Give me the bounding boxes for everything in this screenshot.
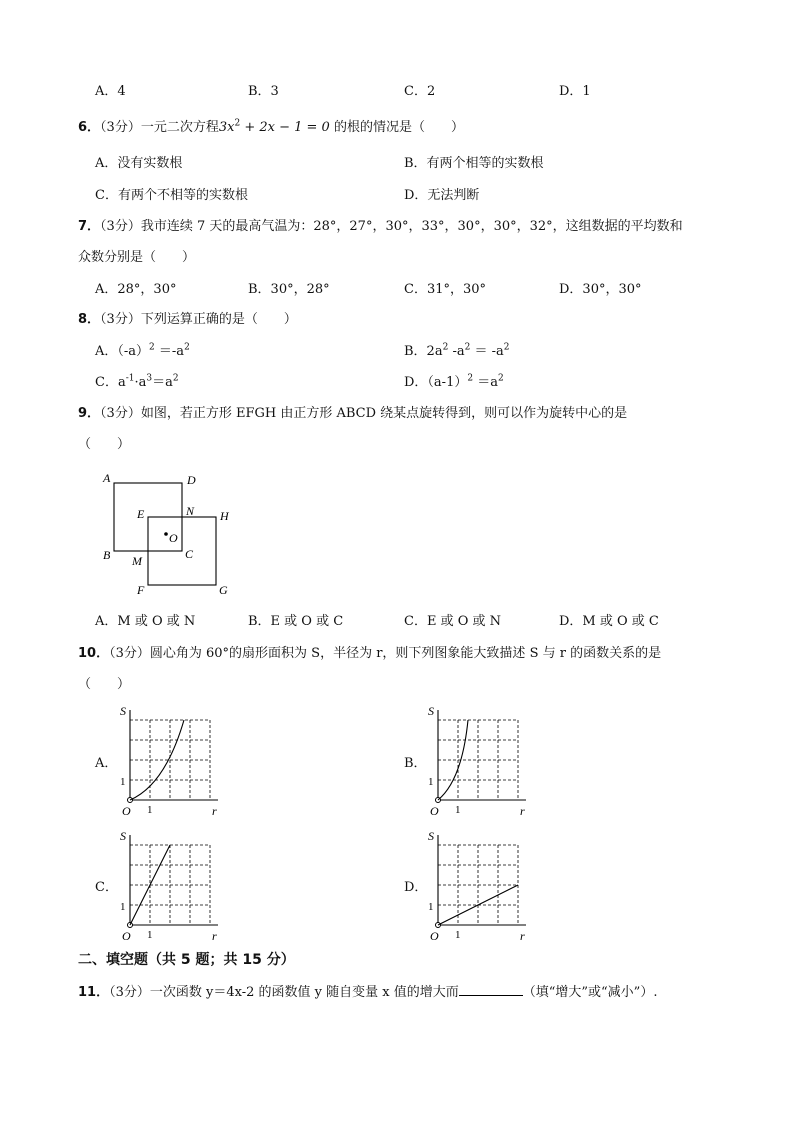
q8-text: 下列运算正确的是（ ）	[140, 312, 297, 327]
graph-d-x-label: r	[520, 929, 525, 942]
q6-text-pre: 一元二次方程	[140, 120, 219, 135]
label-g: G	[219, 583, 228, 597]
graph-a-x-label: r	[212, 804, 217, 817]
q8-b-sup3: 2	[503, 342, 510, 353]
q10-number: 10．	[78, 646, 110, 661]
q8-b-sup1: 2	[442, 342, 449, 353]
q8-c-part1: C．a	[95, 375, 126, 390]
q8-option-c	[95, 375, 179, 391]
label-d: D	[187, 473, 196, 487]
center-point-o	[164, 532, 168, 536]
graph-d-tick-x1: 1	[455, 929, 461, 941]
q11-answer-blank[interactable]	[459, 983, 523, 996]
q8-c-sup2: 3	[146, 373, 153, 384]
q6-equation-a: 3x	[218, 120, 235, 135]
q11-text-post: （填“增大”或“减小”）.	[522, 985, 658, 1000]
q11-number: 11．	[78, 985, 110, 1000]
q10-graph-label-d: D．	[404, 880, 428, 895]
q8-option-a	[95, 344, 190, 360]
q8-c-part2: ·a	[134, 375, 147, 390]
q6-stem	[78, 120, 464, 136]
q8-c-sup3: 2	[172, 373, 179, 384]
q6-option-d: D．无法判断	[404, 188, 480, 203]
q6-equation-exp: 2	[234, 118, 241, 129]
q7-stem-line2: 众数分别是（ ）	[78, 250, 196, 265]
q6-option-b: B．有两个相等的实数根	[404, 156, 544, 171]
q9-squares-figure	[95, 468, 245, 598]
q10-graph-label-b: B．	[404, 756, 427, 771]
q7-number: 7．	[78, 219, 101, 234]
label-h: H	[220, 509, 229, 523]
q10-graph-a	[120, 705, 230, 817]
q7-option-a: A．28°，30°	[95, 282, 177, 297]
graph-b-y-label: S	[428, 705, 434, 718]
q7-text1: 我市连续 7 天的最高气温为：28°，27°，30°，33°，30°，30°，32°，这组数据的平均数和	[140, 219, 683, 234]
graph-d-origin: O	[430, 929, 439, 942]
graph-b-origin: O	[430, 804, 439, 817]
q9-text1: 如图，若正方形 EFGH 由正方形 ABCD 绕某点旋转得到，则可以作为旋转中心的是	[140, 406, 628, 421]
graph-c-y-label: S	[120, 830, 126, 843]
q6-option-a: A．没有实数根	[95, 156, 183, 171]
q8-b-part3: ＝ -a	[470, 344, 504, 359]
q6-score: （3分）	[100, 120, 141, 135]
q10-graph-c	[120, 830, 230, 942]
q10-stem-line1	[78, 646, 661, 662]
label-m: M	[132, 554, 142, 568]
q5-option-a: A．4	[95, 84, 126, 99]
q8-d-part1: D．（a-1）	[404, 375, 468, 390]
q6-option-c: C．有两个不相等的实数根	[95, 188, 248, 203]
graph-a-tick-y1: 1	[120, 776, 126, 788]
graph-c-tick-y1: 1	[120, 901, 126, 913]
q5-option-c: C．2	[404, 84, 436, 99]
section-2-heading: 二、填空题（共 5 题；共 15 分）	[78, 952, 295, 968]
graph-d-y-label: S	[428, 830, 434, 843]
q9-score: （3分）	[100, 406, 141, 421]
q6-number: 6．	[78, 120, 101, 135]
graph-b-x-label: r	[520, 804, 525, 817]
graph-b-tick-x1: 1	[455, 804, 461, 816]
q10-graph-d	[428, 830, 538, 942]
label-o: O	[169, 531, 178, 545]
q9-number: 9．	[78, 406, 101, 421]
q11-score: （3分）	[109, 985, 150, 1000]
q11-text-pre: 一次函数 y＝4x-2 的函数值 y 随自变量 x 值的增大而	[149, 985, 459, 1000]
q8-d-part2: ＝a	[473, 375, 498, 390]
q9-option-d: D．M 或 O 或 C	[559, 614, 659, 629]
q5-option-d: D．1	[559, 84, 591, 99]
q10-score: （3分）	[109, 646, 150, 661]
q8-a-sup1: 2	[149, 342, 155, 353]
q8-d-sup1: 2	[467, 373, 474, 384]
q6-text-post: 的根的情况是（ ）	[333, 120, 464, 135]
q8-c-sup1: -1	[125, 373, 135, 384]
q10-graph-label-c: C．	[95, 880, 118, 895]
q6-equation-b: + 2x − 1 = 0	[240, 120, 330, 135]
label-n: N	[186, 504, 195, 518]
q10-text1: 圆心角为 60°的扇形面积为 S，半径为 r，则下列图象能大致描述 S 与 r 的函数关系的是	[149, 646, 662, 661]
q8-stem	[78, 312, 297, 328]
graph-a-y-label: S	[120, 705, 126, 718]
q9-stem-line1	[78, 406, 627, 422]
q8-c-part3: ＝a	[152, 375, 173, 390]
q9-option-c: C．E 或 O 或 N	[404, 614, 501, 629]
q10-graph-label-a: A．	[95, 756, 118, 771]
q8-option-b	[404, 344, 509, 360]
label-b: B	[103, 548, 111, 562]
q9-option-a: A．M 或 O 或 N	[95, 614, 196, 629]
q9-option-b: B．E 或 O 或 C	[248, 614, 344, 629]
q8-a-sup2: 2	[184, 342, 190, 353]
graph-a-origin: O	[122, 804, 131, 817]
q7-score: （3分）	[100, 219, 141, 234]
q10-stem-line2: （ ）	[78, 677, 131, 692]
q5-option-b: B．3	[248, 84, 279, 99]
q8-b-sup2: 2	[464, 342, 471, 353]
q7-option-b: B．30°，28°	[248, 282, 330, 297]
q10-graph-b	[428, 705, 538, 817]
q7-stem-line1	[78, 219, 683, 235]
graph-a-tick-x1: 1	[147, 804, 153, 816]
q8-score: （3分）	[100, 312, 141, 327]
q7-option-c: C．31°，30°	[404, 282, 487, 297]
label-a: A	[103, 471, 111, 485]
graph-c-tick-x1: 1	[147, 929, 153, 941]
graph-d-tick-y1: 1	[428, 901, 434, 913]
q8-b-part2: -a	[448, 344, 465, 359]
q8-option-d	[404, 375, 504, 391]
label-e: E	[137, 507, 145, 521]
q8-d-sup2: 2	[497, 373, 504, 384]
q7-option-d: D．30°，30°	[559, 282, 642, 297]
graph-b-tick-y1: 1	[428, 776, 434, 788]
q8-b-part1: B．2a	[404, 344, 443, 359]
q9-stem-line2: （ ）	[78, 437, 131, 452]
graph-c-x-label: r	[212, 929, 217, 942]
graph-c-origin: O	[122, 929, 131, 942]
q11-stem	[78, 983, 657, 1001]
q8-number: 8．	[78, 312, 101, 327]
q8-a-part2: ＝-a	[154, 344, 185, 359]
q8-a-part1: A．（-a）	[95, 344, 150, 359]
label-f: F	[137, 583, 145, 597]
label-c: C	[185, 547, 194, 561]
